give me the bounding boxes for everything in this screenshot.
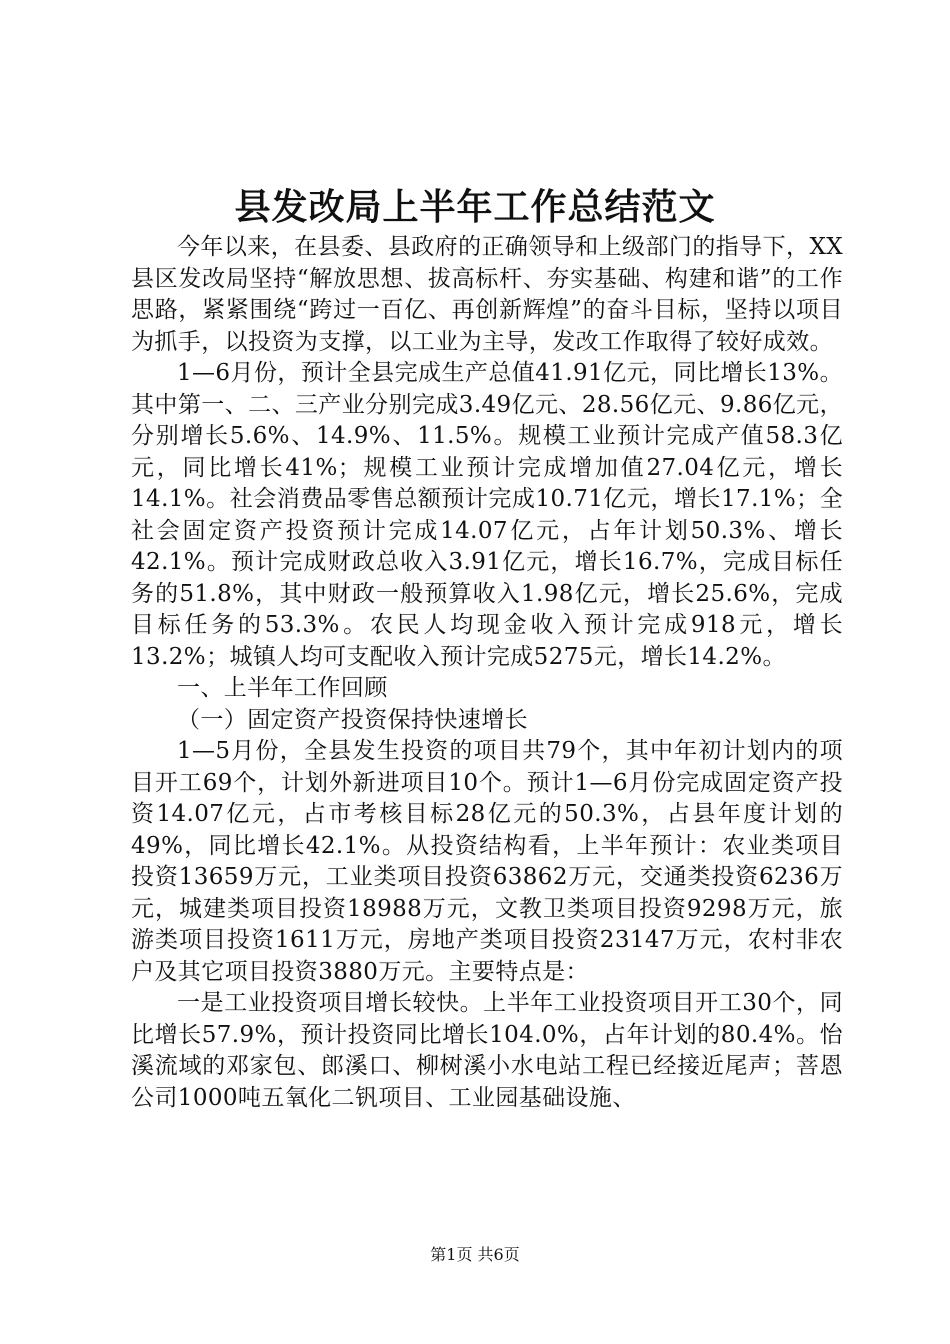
page-number-footer: 第1页 共6页 <box>430 1245 520 1264</box>
section-heading: 一、上半年工作回顾 <box>177 675 388 701</box>
paragraph-industry: 一是工业投资项目增长较快。上半年工业投资项目开工30个，同比增长57.9%，预计投资同比增长104.0%，占年计划的80.4%。怡溪流域的邓家包、郎溪口、柳树溪小水电站工程已经接近尾声；菩恩公司1000吨五氧化二钒项目、工业园基础设施、 <box>131 990 843 1111</box>
subsection-heading: （一）固定资产投资保持快速增长 <box>177 706 528 733</box>
paragraph-investment: 1—5月份，全县发生投资的项目共79个，其中年初计划内的项目开工69个，计划外新进项目10个。预计1—6月份完成固定资产投资14.07亿元，占市考核目标28亿元的50.3%，占县年度计划的49%，同比增长42.1%。从投资结构看，上半年预计：农业类项目投资13659万元，工业类项目投资63862万元，交通类投资6236万元，城建类项目投资18988万元，文教卫类项目投资9298万元，旅游类项目投资1611万元，房地产类项目投资23147万元，农村非农户及其它项目投资3880万元。主要特点是： <box>131 738 843 985</box>
paragraph-intro: 今年以来，在县委、县政府的正确领导和上级部门的指导下，XX县区发改局坚持“解放思想、拔高标杆、夯实基础、构建和谐”的工作思路，紧紧围绕“跨过一百亿、再创新辉煌”的奋斗目标，坚持以项目为抓手，以投资为支撑，以工业为主导，发改工作取得了较好成效。 <box>131 234 843 355</box>
document-title: 县发改局上半年工作总结范文 <box>234 186 716 228</box>
paragraph-statistics: 1—6月份，预计全县完成生产总值41.91亿元，同比增长13%。其中第一、二、三产业分别完成3.49亿元、28.56亿元、9.86亿元，分别增长5.6%、14.9%、11.5%。规模工业预计完成产值58.3亿元，同比增长41%；规模工业预计完成增加值27.04亿元，增长14.1%。社会消费品零售总额预计完成10.71亿元，增长17.1%；全社会固定资产投资预计完成14.07亿元，占年计划50.3%、增长42.1%。预计完成财政总收入3.91亿元，增长16.7%，完成目标任务的51.8%，其中财政一般预算收入1.98亿元，增长25.6%，完成目标任务的53.3%。农民人均现金收入预计完成918元，增长13.2%；城镇人均可支配收入预计完成5275元，增长14.2%。 <box>131 360 843 670</box>
document-body <box>131 232 843 1114</box>
